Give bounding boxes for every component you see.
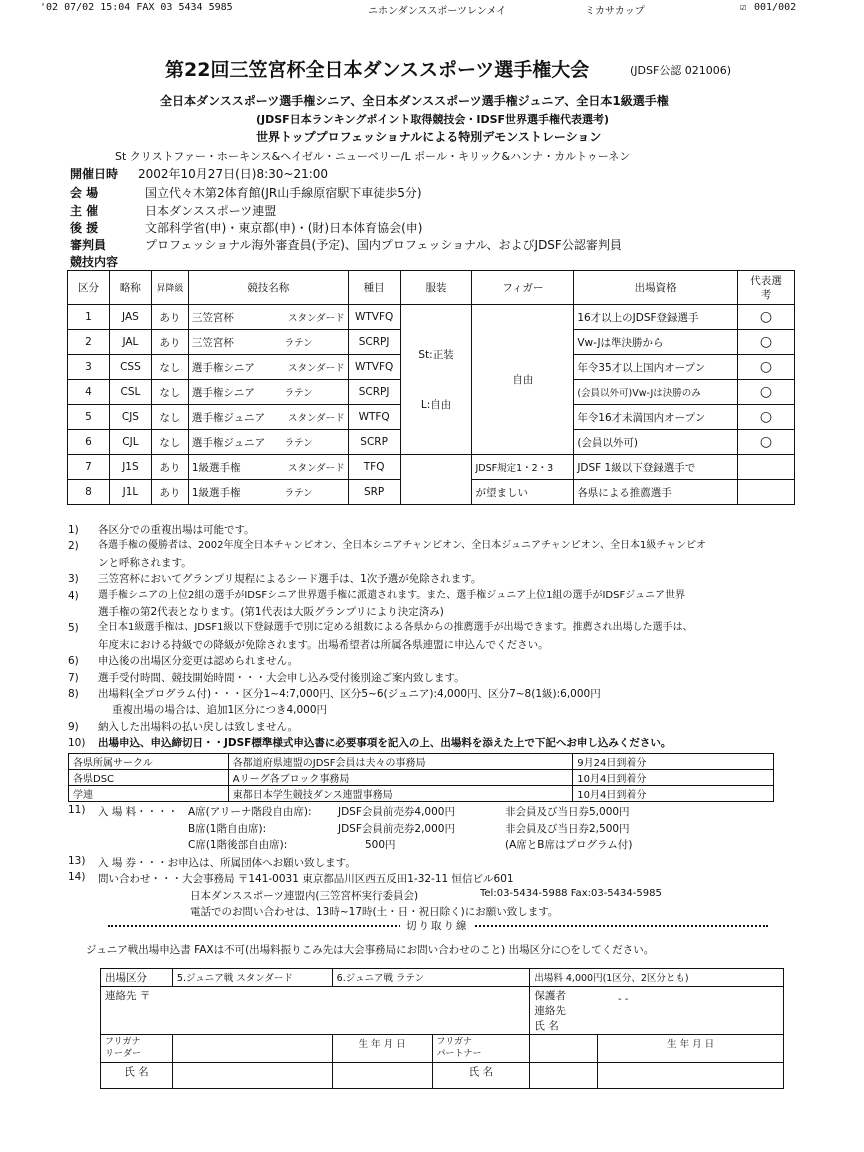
cell-no: 4 <box>68 380 110 405</box>
cell-qualification: 年令35才以上国内オープン <box>574 355 738 380</box>
note-cont: 年度末における持級での降級が免除されます。出場希望者は所属各県連盟に申込んでください。 <box>98 638 549 651</box>
cut-line-label: 切り取り線 <box>400 918 475 933</box>
form-fee: 出場料 4,000円(1区分、2区分とも) <box>530 969 784 987</box>
cell-qualification: (会員以外可)Vw-Jは決勝のみ <box>574 380 738 405</box>
note-item <box>68 571 808 587</box>
cell-event: SCRPJ <box>348 330 400 355</box>
cell-no: 7 <box>68 455 110 480</box>
note-item <box>68 588 808 604</box>
form-guardian-field[interactable] <box>530 987 784 1035</box>
fax-recipient: ミカサカップ <box>585 6 645 17</box>
cell-no: 6 <box>68 430 110 455</box>
cell-name-text: 三笠宮杯 <box>191 311 234 324</box>
header-qualification: 出場資格 <box>574 271 738 305</box>
cell-abbr: CJS <box>109 405 151 430</box>
contact-tel: Tel:03-5434-5988 Fax:03-5434-5985 <box>480 888 662 899</box>
cell-abbr: J1S <box>109 455 151 480</box>
note-text: 選手受付時間、競技開始時間・・・大会申し込み受付後別途ご案内致します。 <box>98 671 465 684</box>
cell-qualification: 16才以上のJDSF登録選手 <box>574 305 738 330</box>
cell-updown: なし <box>151 380 188 405</box>
form-category-label: 出場区分 <box>101 969 173 987</box>
competition-table <box>67 270 795 505</box>
form-leader-text: リーダー <box>105 1049 142 1059</box>
form-row <box>101 1063 784 1089</box>
cell-updown: あり <box>151 455 188 480</box>
deadline-date: 10月4日到着分 <box>573 786 774 802</box>
cell-updown: あり <box>151 305 188 330</box>
cell-no: 2 <box>68 330 110 355</box>
cell-rep: ○ <box>738 305 795 330</box>
form-leader-label <box>101 1035 173 1063</box>
cell-abbr: J1L <box>109 480 151 505</box>
cell-event: WTFQ <box>348 405 400 430</box>
cell-name <box>188 380 348 405</box>
cell-name-text: 三笠宮杯 <box>191 336 234 349</box>
cell-name <box>188 355 348 380</box>
application-form <box>100 968 784 1089</box>
cell-abbr: JAL <box>109 330 151 355</box>
cell-style: スタンダード <box>288 462 345 474</box>
cell-qualification: JDSF 1級以下登録選手で <box>574 455 738 480</box>
dress-latin: L:自由 <box>420 398 452 411</box>
cell-updown: なし <box>151 430 188 455</box>
table-row <box>69 770 774 786</box>
notes-list <box>68 522 808 752</box>
cell-name <box>188 305 348 330</box>
cell-rep: ○ <box>738 330 795 355</box>
deadline-group: 学連 <box>69 786 229 802</box>
jdsf-code: (JDSF公認 021006) <box>630 64 732 77</box>
form-partner-furigana-input[interactable] <box>530 1035 598 1063</box>
info-value-organizer: 日本ダンススポーツ連盟 <box>145 204 277 218</box>
note-num: 7) <box>68 671 79 684</box>
cell-style: ラテン <box>284 337 313 349</box>
note-text: 申込後の出場区分変更は認められません。 <box>98 655 299 668</box>
subtitle-2: (JDSF日本ランキングポイント取得競技会・IDSF世界選手権代表選考) <box>256 113 610 126</box>
note-item <box>68 686 808 702</box>
form-partner-label <box>432 1035 530 1063</box>
deadline-where: 東都日本学生競技ダンス連盟事務局 <box>228 786 572 802</box>
table-row <box>69 786 774 802</box>
contact-line2: 日本ダンススポーツ連盟内(三笠宮杯実行委員会) <box>190 890 419 902</box>
cell-event: TFQ <box>348 455 400 480</box>
note-text: 納入した出場料の払い戻しは致しません。 <box>98 720 299 733</box>
cell-no: 3 <box>68 355 110 380</box>
form-leader-name-label: 氏 名 <box>101 1063 173 1089</box>
form-contact-field[interactable] <box>101 987 530 1035</box>
cell-abbr: CJL <box>109 430 151 455</box>
subtitle-3: 世界トッププロフェッショナルによる特別デモンストレーション <box>256 130 602 144</box>
admission-other-c: (A席とB席はプログラム付) <box>505 839 633 851</box>
note-num: 3) <box>68 573 79 586</box>
note-num: 6) <box>68 655 79 668</box>
note-item <box>68 653 808 669</box>
cell-rep: ○ <box>738 355 795 380</box>
admission-member-a: JDSF会員前売券4,000円 <box>338 806 455 818</box>
note-num: 10) <box>68 737 86 750</box>
deadline-group: 各県所属サークル <box>69 754 229 770</box>
note-num: 4) <box>68 589 79 602</box>
form-leader-furigana-input[interactable] <box>172 1035 332 1063</box>
cell-name-text: 選手権シニア <box>191 386 255 399</box>
note-item <box>68 538 808 554</box>
cell-qualification: 年令16才未満国内オープン <box>574 405 738 430</box>
info-label-content: 競技内容 <box>70 255 119 269</box>
info-value-venue: 国立代々木第2体育館(JR山手線原宿駅下車徒歩5分) <box>145 186 422 200</box>
ticket-text: 入 場 券・・・お申込は、所属団体へお願い致します。 <box>98 857 356 869</box>
admission-seat-c: C席(1階後部自由席): <box>188 839 288 851</box>
fax-page-icon: ☑ <box>740 2 747 13</box>
cell-dress <box>400 305 472 455</box>
note-text: 出場申込、申込締切日・・JDSF標準様式申込書に必要事項を記入の上、出場料を添えた上で下記へお申し込みください。 <box>98 737 672 750</box>
fax-date-line: '02 07/02 15:04 FAX 03 5434 5985 <box>40 2 233 13</box>
note-item <box>68 522 808 538</box>
header-representative: 代表選考 <box>738 271 795 305</box>
cell-updown: あり <box>151 330 188 355</box>
note-item <box>68 670 808 686</box>
note-text: 各区分での重複出場は可能です。 <box>98 524 255 536</box>
header-name: 競技名称 <box>188 271 348 305</box>
cell-name-text: 選手権ジュニア <box>191 436 266 449</box>
note-text: 全日本1級選手権は、JDSF1級以下登録選手で別に定める組数による各県からの推薦選手が出場できます。推薦され出場した選手は、 <box>98 622 693 634</box>
contact-num: 14) <box>68 871 86 883</box>
table-header-row <box>68 271 795 305</box>
cell-qualification: Vw-Jは準決勝から <box>574 330 738 355</box>
header-updown: 昇降級 <box>151 271 188 305</box>
info-value-date: 2002年10月27日(日)8:30~21:00 <box>138 167 329 181</box>
cell-name <box>188 455 348 480</box>
form-partner-name-label: 氏 名 <box>432 1063 530 1089</box>
info-value-support: 文部科学省(申)・東京都(申)・(財)日本体育協会(申) <box>145 221 423 235</box>
header-event: 種目 <box>348 271 400 305</box>
admission-label: 入 場 料・・・・ <box>98 806 179 818</box>
admission-seat-b: B席(1階自由席): <box>188 823 267 835</box>
cell-no: 8 <box>68 480 110 505</box>
form-guardian-contact: 連絡先 <box>534 1005 566 1017</box>
cell-name-text: 選手権ジュニア <box>191 411 266 424</box>
form-guardian-label: 保護者 <box>534 990 566 1002</box>
cell-updown: あり <box>151 480 188 505</box>
form-option-latin[interactable]: 6.ジュニア戦 ラテン <box>332 969 530 987</box>
cell-name <box>188 480 348 505</box>
cell-no: 1 <box>68 305 110 330</box>
note-num: 1) <box>68 524 79 536</box>
deadline-group: 各県DSC <box>69 770 229 786</box>
cell-event: SCRP <box>348 430 400 455</box>
form-leader-birth-input[interactable] <box>332 1063 432 1089</box>
note-cont: ンと呼称されます。 <box>98 556 192 569</box>
note-text: 出場料(全プログラム付)・・・区分1~4:7,000円、区分5~6(ジュニア):4,000円、区分7~8(1級):6,000円 <box>98 688 601 701</box>
admission-seat-a: A席(アリーナ階段自由席): <box>188 806 312 818</box>
table-row <box>68 305 795 330</box>
note-text: 各選手権の優勝者は、2002年度全日本チャンピオン、全日本シニアチャンピオン、全日本ジュニアチャンピオン、全日本1級チャンピオ <box>98 540 707 552</box>
cell-event: SRP <box>348 480 400 505</box>
cell-rep <box>738 480 795 505</box>
info-label-organizer: 主 催 <box>70 204 99 218</box>
deadline-date: 10月4日到着分 <box>573 770 774 786</box>
form-partner-birth-label: 生 年 月 日 <box>598 1035 784 1063</box>
cell-abbr: JAS <box>109 305 151 330</box>
dress-standard: St:正装 <box>418 348 454 361</box>
cell-name <box>188 330 348 355</box>
deadline-date: 9月24日到着分 <box>573 754 774 770</box>
admission-member-b: JDSF会員前売券2,000円 <box>338 823 455 835</box>
cell-style: スタンダード <box>288 362 345 374</box>
contact-line3: 電話でのお問い合わせは、13時~17時(土・日・祝日除く)にお願い致します。 <box>190 906 559 918</box>
cell-style: ラテン <box>284 437 313 449</box>
cell-figure-78a: JDSF規定1・2・3 <box>472 455 574 480</box>
fax-page: 001/002 <box>754 2 797 13</box>
info-label-venue: 会 場 <box>70 186 99 200</box>
table-row <box>69 754 774 770</box>
cell-style: ラテン <box>284 487 313 499</box>
cell-event: WTVFQ <box>348 355 400 380</box>
cell-style: スタンダード <box>288 312 345 324</box>
form-title: ジュニア戦出場申込書 FAXは不可(出場料振りこみ先は大会事務局にお問い合わせのこと) 出場区分に○をしてください。 <box>86 944 655 956</box>
cell-qualification: (会員以外可) <box>574 430 738 455</box>
deadline-where: Aリーグ各ブロック事務局 <box>228 770 572 786</box>
cell-name <box>188 430 348 455</box>
cell-qualification: 各県による推薦選手 <box>574 480 738 505</box>
header-abbr: 略称 <box>109 271 151 305</box>
info-label-support: 後 援 <box>70 221 99 235</box>
form-partner-text: パートナー <box>436 1049 482 1059</box>
ticket-num: 13) <box>68 855 86 867</box>
note-cont: 選手権の第2代表となります。(第1代表は大阪グランプリにより決定済み) <box>98 606 444 619</box>
subtitle-1: 全日本ダンススポーツ選手権シニア、全日本ダンススポーツ選手権ジュニア、全日本1級選手権 <box>160 94 669 108</box>
form-option-standard[interactable]: 5.ジュニア戦 スタンダード <box>172 969 332 987</box>
subtitle-4: St クリストファー・ホーキンス&ヘイゼル・ニューベリー/L ポール・キリック&ハンナ・カルトゥーネン <box>115 150 631 163</box>
form-furigana-label: フリガナ <box>105 1037 141 1047</box>
form-leader-name-input[interactable] <box>172 1063 332 1089</box>
header-figure: フィガー <box>472 271 574 305</box>
deadline-where: 各都道府県連盟のJDSF会員は夫々の事務局 <box>228 754 572 770</box>
admission-member-c: 500円 <box>365 839 396 851</box>
note-num: 5) <box>68 622 79 635</box>
cell-event: WTVFQ <box>348 305 400 330</box>
form-partner-birth-input[interactable] <box>598 1063 784 1089</box>
cell-dress-78 <box>400 455 472 505</box>
cell-rep: ○ <box>738 380 795 405</box>
form-furigana-label: フリガナ <box>436 1037 473 1047</box>
admission-num: 11) <box>68 804 86 816</box>
cell-abbr: CSL <box>109 380 151 405</box>
cell-updown: なし <box>151 405 188 430</box>
cell-updown: なし <box>151 355 188 380</box>
table-row <box>68 455 795 480</box>
note-num: 8) <box>68 688 79 701</box>
form-guardian-name: 氏 名 <box>534 1020 559 1032</box>
admission-other-b: 非会員及び当日券2,500円 <box>505 823 630 835</box>
cell-style: スタンダード <box>288 412 345 424</box>
cell-rep <box>738 455 795 480</box>
cell-name <box>188 405 348 430</box>
cell-style: ラテン <box>284 387 313 399</box>
cell-name-text: 選手権シニア <box>191 361 255 374</box>
info-label-judges: 審判員 <box>70 238 107 252</box>
form-leader-birth-label: 生 年 月 日 <box>332 1035 432 1063</box>
cell-figure-78b: が望ましい <box>472 480 574 505</box>
form-row <box>101 969 784 987</box>
cell-abbr: CSS <box>109 355 151 380</box>
cell-rep: ○ <box>738 405 795 430</box>
page-title: 第22回三笠宮杯全日本ダンススポーツ選手権大会 <box>165 59 590 81</box>
header-kubun: 区分 <box>68 271 110 305</box>
info-label-date: 開催日時 <box>70 167 119 181</box>
info-value-judges: プロフェッショナル海外審査員(予定)、国内プロフェッショナル、およびJDSF公認審判員 <box>145 238 622 252</box>
form-guardian-dash: - - <box>618 994 629 1005</box>
cell-name-text: 1級選手権 <box>191 486 241 499</box>
cell-rep: ○ <box>738 430 795 455</box>
form-contact-label: 連絡先 〒 <box>105 990 151 1002</box>
form-partner-name-input[interactable] <box>530 1063 598 1089</box>
form-row <box>101 987 784 1035</box>
note-item <box>68 620 808 636</box>
note-item <box>68 719 808 735</box>
deadline-table <box>68 753 774 802</box>
cell-name-text: 1級選手権 <box>191 461 241 474</box>
contact-line1: 問い合わせ・・・大会事務局 〒141-0031 東京都品川区西五反田1-32-11 恒信ビル601 <box>98 873 514 885</box>
admission-other-a: 非会員及び当日券5,000円 <box>505 806 630 818</box>
note-text: 選手権シニアの上位2組の選手がIDSFシニア世界選手権に派遣されます。また、選手権ジュニア上位1組の選手がIDSFジュニア世界 <box>98 589 686 601</box>
cell-no: 5 <box>68 405 110 430</box>
note-num: 2) <box>68 540 79 553</box>
fax-sender: ニホンダンススポーツレンメイ <box>368 6 507 17</box>
note-cont: 重複出場の場合は、追加1区分につき4,000円 <box>112 704 328 717</box>
note-text: 三笠宮杯においてグランプリ規程によるシード選手は、1次予選が免除されます。 <box>98 573 482 586</box>
form-row <box>101 1035 784 1063</box>
note-num: 9) <box>68 720 79 733</box>
note-item <box>68 735 808 751</box>
cell-figure: 自由 <box>472 305 574 455</box>
header-dress: 服装 <box>400 271 472 305</box>
cell-event: SCRPJ <box>348 380 400 405</box>
